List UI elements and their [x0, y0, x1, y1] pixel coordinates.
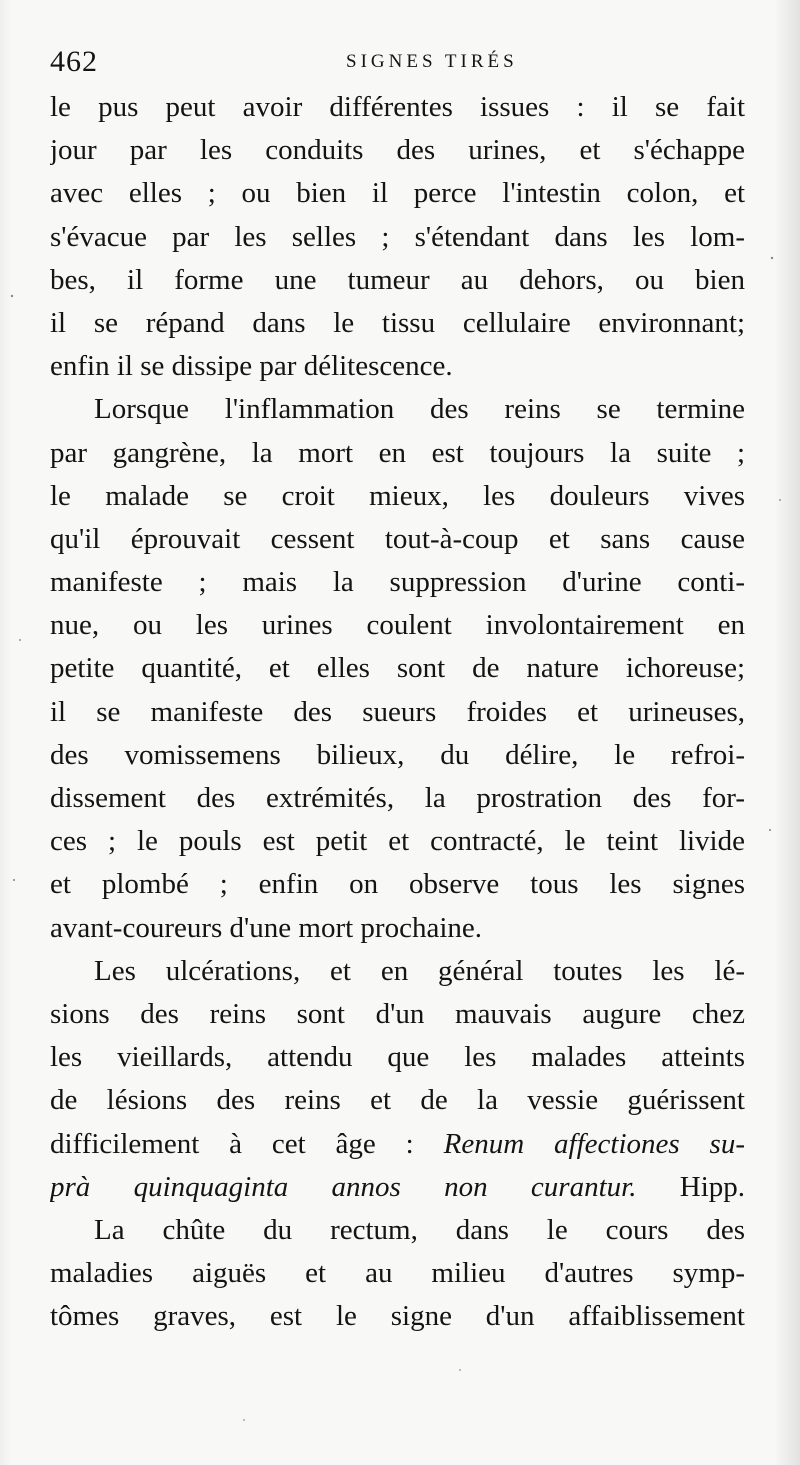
text-line: manifeste ; mais la suppression d'urine conti- — [50, 566, 745, 599]
paragraph-first-line: La chûte du rectum, dans le cours des — [94, 1213, 745, 1246]
text-line: sions des reins sont d'un mauvais augure chez — [50, 997, 745, 1030]
text-line: nue, ou les urines coulent involontairement en — [50, 609, 745, 642]
text-line: des vomissemens bilieux, du délire, le refroi- — [50, 738, 745, 771]
text-line: jour par les conduits des urines, et s'échappe — [50, 134, 745, 167]
text-line: le pus peut avoir différentes issues : il se fait — [50, 91, 745, 123]
text-line: par gangrène, la mort en est toujours la suite ; — [50, 436, 745, 469]
text-line: s'évacue par les selles ; s'étendant dans les lom- — [50, 220, 745, 253]
text-line: les vieillards, attendu que les malades atteints — [50, 1041, 745, 1074]
text-line — [50, 1166, 745, 1209]
page-number: 462 — [50, 45, 98, 78]
paragraph-first-line: Les ulcérations, et en général toutes les lé- — [94, 954, 745, 987]
text-segment: difficilement à cet âge : — [50, 1127, 444, 1160]
text-line: de lésions des reins et de la vessie guérissent — [50, 1084, 745, 1117]
text-line: le malade se croit mieux, les douleurs vives — [50, 479, 745, 512]
body-text — [50, 86, 745, 1338]
text-line: petite quantité, et elles sont de nature ichoreuse; — [50, 652, 745, 685]
text-line: et plombé ; enfin on observe tous les signes — [50, 868, 745, 901]
citation: Hipp. — [636, 1170, 745, 1203]
text-line: avant-coureurs d'une mort prochaine. — [50, 911, 482, 944]
text-line: dissement des extrémités, la prostration des for- — [50, 782, 745, 814]
latin-quote: Renum affectiones su- — [443, 1127, 745, 1160]
running-head: SIGNES TIRÉS — [346, 51, 518, 72]
text-line — [50, 1123, 745, 1166]
paragraph-first-line: Lorsque l'inflammation des reins se termine — [94, 393, 745, 426]
text-line: maladies aiguës et au milieu d'autres symp- — [50, 1257, 745, 1290]
text-line: ces ; le pouls est petit et contracté, le teint livide — [50, 825, 745, 858]
latin-quote: prà quinquaginta annos non curantur. — [50, 1170, 637, 1203]
text-line: tômes graves, est le signe d'un affaiblissement — [50, 1300, 745, 1333]
text-line: il se répand dans le tissu cellulaire environnant; — [50, 306, 745, 339]
text-line: qu'il éprouvait cessent tout-à-coup et sans cause — [50, 522, 745, 555]
text-line: avec elles ; ou bien il perce l'intestin colon, et — [50, 177, 745, 210]
text-line: enfin il se dissipe par délitescence. — [50, 350, 453, 383]
text-line: il se manifeste des sueurs froides et urineuses, — [50, 695, 745, 728]
page-header — [50, 44, 750, 84]
text-line: bes, il forme une tumeur au dehors, ou bien — [50, 263, 745, 296]
